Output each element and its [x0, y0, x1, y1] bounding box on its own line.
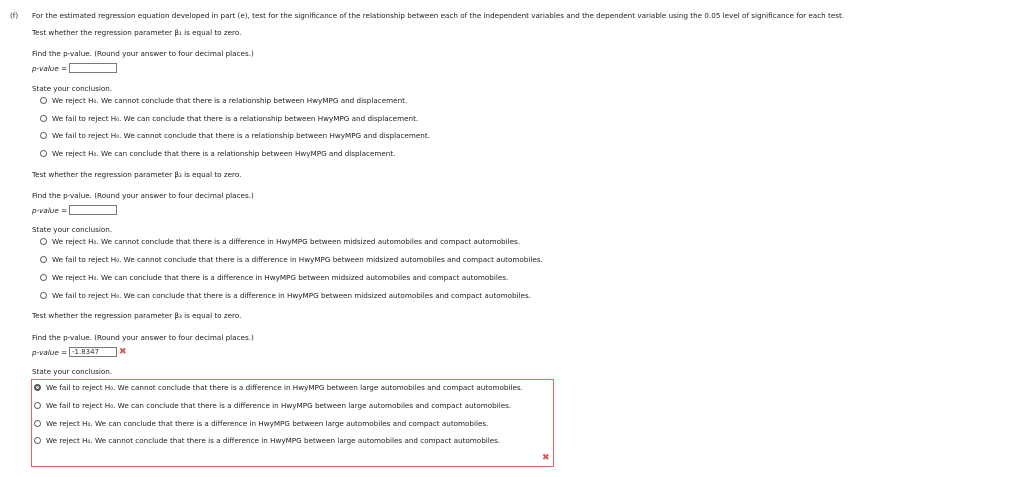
test2-p-label: p-value =	[32, 206, 68, 215]
test3-p-label: p-value =	[32, 348, 68, 357]
radio-icon[interactable]	[40, 238, 47, 245]
radio-icon[interactable]	[34, 402, 41, 409]
test1-heading: Test whether the regression parameter β₁ is equal to zero.	[32, 28, 242, 37]
radio-icon[interactable]	[40, 150, 47, 157]
test2-find-p: Find the p-value. (Round your answer to four decimal places.)	[32, 191, 254, 200]
radio-selected-icon[interactable]	[34, 384, 41, 391]
part-label: (f)	[10, 11, 19, 20]
radio-icon[interactable]	[34, 437, 41, 444]
test3-find-p: Find the p-value. (Round your answer to four decimal places.)	[32, 333, 254, 342]
test2-heading: Test whether the regression parameter β₂ is equal to zero.	[32, 170, 242, 179]
radio-icon[interactable]	[40, 292, 47, 299]
wrong-icon: ✖	[542, 453, 550, 463]
test3-state: State your conclusion.	[32, 367, 113, 376]
test1-p-value-input[interactable]	[69, 63, 117, 73]
test2-p-value-input[interactable]	[69, 205, 117, 215]
radio-icon[interactable]	[40, 274, 47, 281]
test3-heading: Test whether the regression parameter β₃ is equal to zero.	[32, 311, 242, 320]
test3-p-value-input[interactable]: -1.8347	[69, 347, 117, 357]
wrong-icon: ✖	[119, 347, 127, 357]
radio-icon[interactable]	[40, 115, 47, 122]
test1-find-p: Find the p-value. (Round your answer to four decimal places.)	[32, 49, 254, 58]
test1-p-label: p-value =	[32, 64, 68, 73]
radio-icon[interactable]	[40, 97, 47, 104]
test1-state: State your conclusion.	[32, 84, 113, 93]
question-text: For the estimated regression equation developed in part (e), test for the significance of the relationship between each of the independent variables and the dependent variable using the 0.05 level of significance for each test.	[32, 11, 845, 20]
radio-icon[interactable]	[40, 256, 47, 263]
radio-icon[interactable]	[34, 420, 41, 427]
test2-state: State your conclusion.	[32, 225, 113, 234]
radio-icon[interactable]	[40, 132, 47, 139]
